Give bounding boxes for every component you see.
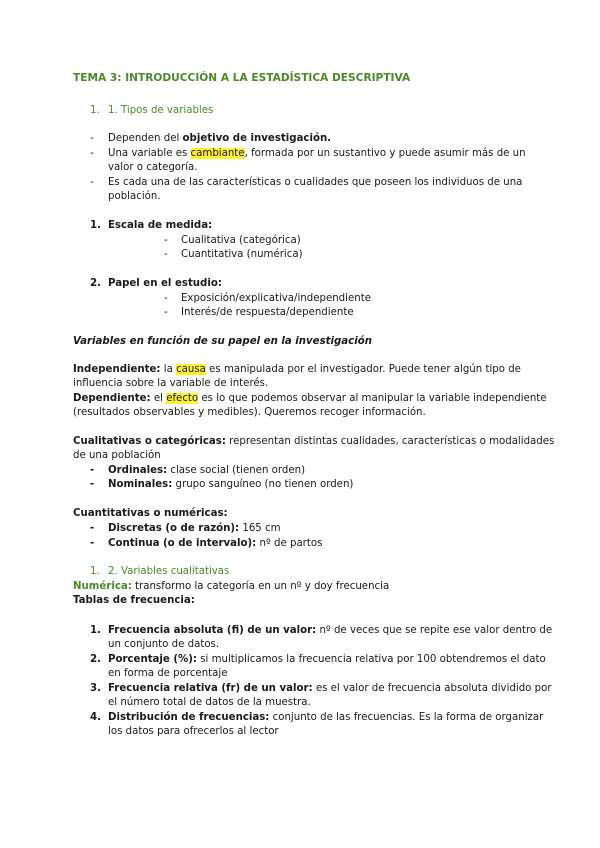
freq-number: 1. bbox=[90, 625, 101, 636]
bullet-2-cont: valor o categoría. bbox=[108, 162, 198, 173]
freq-item-cont: un conjunto de datos. bbox=[108, 639, 220, 650]
sub-marker: - bbox=[164, 293, 168, 304]
numerica-line: Numérica: transformo la categoría en un nº y doy frecuencia bbox=[73, 581, 390, 592]
cualitativas-line: Cualitativas o categóricas: representan distintas cualidades, características o modalidades bbox=[73, 436, 555, 447]
ordinales-item: Ordinales: clase social (tienen orden) bbox=[108, 465, 306, 476]
sub-marker: - bbox=[164, 235, 168, 246]
freq-item: Distribución de frecuencias: conjunto de las frecuencias. Es la forma de organizar bbox=[108, 712, 544, 723]
sub-marker: - bbox=[164, 249, 168, 260]
highlight: efecto bbox=[166, 393, 199, 404]
tablas-heading: Tablas de frecuencia: bbox=[73, 595, 195, 606]
escala-item: Cualitativa (categórica) bbox=[181, 235, 301, 246]
papel-heading: Papel en el estudio: bbox=[108, 278, 222, 289]
freq-number: 2. bbox=[90, 654, 101, 665]
independiente-cont: influencia sobre la variable de interés. bbox=[73, 378, 269, 389]
independiente-line: Independiente: la causa es manipulada por el investigador. Puede tener algún tipo de bbox=[73, 364, 521, 375]
highlight: causa bbox=[176, 364, 206, 375]
freq-item: Porcentaje (%): si multiplicamos la frecuencia relativa por 100 obtendremos el dato bbox=[108, 654, 546, 665]
freq-item: Frecuencia relativa (fr) de un valor: es el valor de frecuencia absoluta dividido por bbox=[108, 683, 552, 694]
highlight: cambiante bbox=[190, 148, 245, 159]
papel-item: Interés/de respuesta/dependiente bbox=[181, 307, 354, 318]
papel-item: Exposición/explicativa/independiente bbox=[181, 293, 371, 304]
papel-number: 2. bbox=[90, 278, 101, 289]
section-1-heading: 1. Tipos de variables bbox=[108, 105, 214, 116]
discretas-item: Discretas (o de razón): 165 cm bbox=[108, 523, 281, 534]
section-1-number: 1. bbox=[90, 105, 100, 116]
freq-item-cont: en forma de porcentaje bbox=[108, 668, 228, 679]
bullet-2: Una variable es cambiante, formada por un sustantivo y puede asumir más de un bbox=[108, 148, 526, 159]
variables-heading: Variables en función de su papel en la investigación bbox=[73, 336, 372, 347]
sub-marker: - bbox=[164, 307, 168, 318]
escala-item: Cuantitativa (numérica) bbox=[181, 249, 303, 260]
continua-item: Continua (o de intervalo): nº de partos bbox=[108, 538, 323, 549]
dependiente-cont: (resultados observables y medibles). Queremos recoger información. bbox=[73, 407, 426, 418]
escala-number: 1. bbox=[90, 220, 101, 231]
dash-marker: - bbox=[90, 523, 95, 534]
freq-number: 3. bbox=[90, 683, 101, 694]
bullet-marker: - bbox=[90, 133, 94, 144]
nominales-item: Nominales: grupo sanguíneo (no tienen orden) bbox=[108, 479, 354, 490]
bullet-1: Dependen del objetivo de investigación. bbox=[108, 133, 332, 144]
cuantitativas-heading: Cuantitativas o numéricas: bbox=[73, 508, 228, 519]
freq-item: Frecuencia absoluta (fi) de un valor: nº de veces que se repite ese valor dentro de bbox=[108, 625, 553, 636]
bullet-3-cont: población. bbox=[108, 191, 161, 202]
document-title: TEMA 3: INTRODUCCIÓN A LA ESTADÍSTICA DESCRIPTIVA bbox=[73, 72, 411, 84]
freq-item-cont: los datos para ofrecerlos al lector bbox=[108, 726, 279, 737]
section-2-heading: 2. Variables cualitativas bbox=[108, 566, 230, 577]
bullet-marker: - bbox=[90, 177, 94, 188]
escala-heading: Escala de medida: bbox=[108, 220, 213, 231]
dash-marker: - bbox=[90, 465, 95, 476]
cualitativas-cont: de una población bbox=[73, 450, 161, 461]
dash-marker: - bbox=[90, 479, 95, 490]
dash-marker: - bbox=[90, 538, 95, 549]
freq-item-cont: el número total de datos de la muestra. bbox=[108, 697, 311, 708]
freq-number: 4. bbox=[90, 712, 101, 723]
bullet-marker: - bbox=[90, 148, 94, 159]
dependiente-line: Dependiente: el efecto es lo que podemos observar al manipular la variable independiente bbox=[73, 393, 547, 404]
section-2-number: 1. bbox=[90, 566, 100, 577]
bullet-3: Es cada una de las características o cualidades que poseen los individuos de una bbox=[108, 177, 523, 188]
